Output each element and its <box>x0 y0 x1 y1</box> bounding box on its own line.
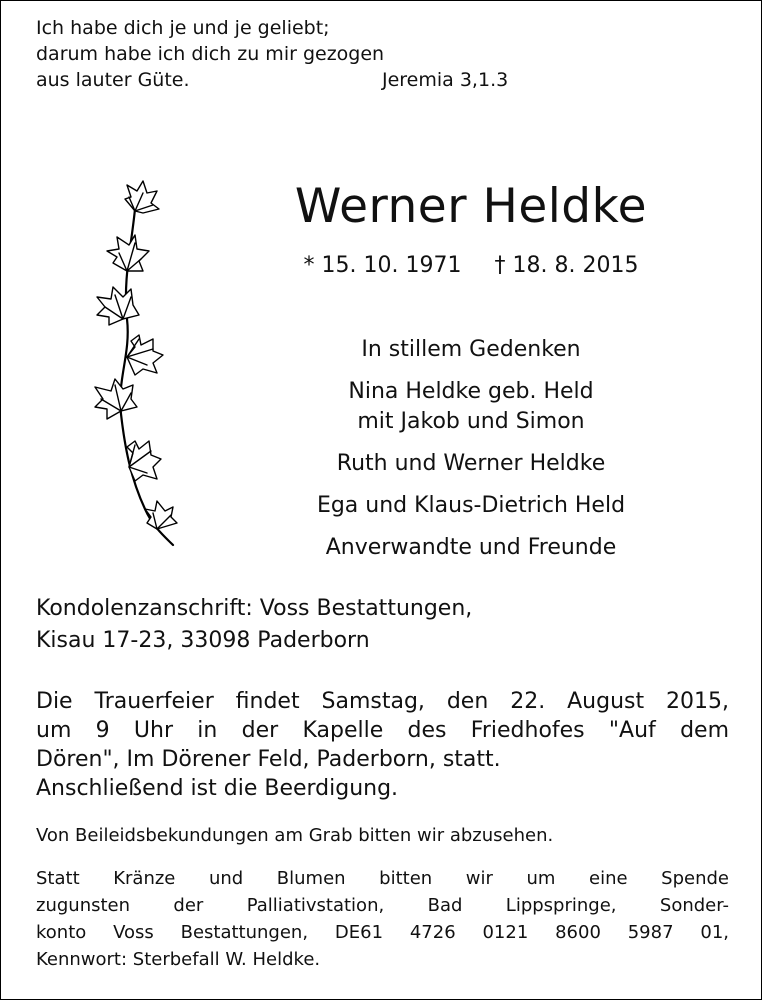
service-line: Die Trauerfeier findet Samstag, den 22. August 2015, <box>36 689 729 714</box>
donation-line: zugunsten der Palliativstation, Bad Lippspringe, Sonder- <box>36 895 729 916</box>
condolence-notice: Von Beileidsbekundungen am Grab bitten wir abzusehen. <box>36 825 554 846</box>
bible-verse <box>36 15 556 93</box>
verse-line: aus lauter Güte. <box>36 69 190 91</box>
mourners-intro: In stillem Gedenken <box>361 337 581 362</box>
donation-line: Kennwort: Sterbefall W. Heldke. <box>36 949 321 970</box>
mourners-block <box>271 335 671 563</box>
mourner-line: Ruth und Werner Heldke <box>336 451 606 476</box>
service-line: Anschließend ist die Beerdigung. <box>36 776 399 801</box>
mourner-line: Ega und Klaus-Dietrich Held <box>316 493 626 518</box>
death-date: † 18. 8. 2015 <box>494 253 639 278</box>
mourner-line: mit Jakob und Simon <box>357 409 585 434</box>
life-dates <box>201 251 741 281</box>
donation-line: konto Voss Bestattungen, DE61 4726 0121 8600 5987 01, <box>36 922 729 943</box>
donation-line: Statt Kränze und Blumen bitten wir um eine Spende <box>36 868 729 889</box>
deceased-name: Werner Heldke <box>294 179 648 234</box>
verse-line: darum habe ich dich zu mir gezogen <box>36 43 385 65</box>
verse-reference: Jeremia 3,1.3 <box>382 69 509 91</box>
donation-request <box>36 865 729 973</box>
mourner-line: Anverwandte und Freunde <box>325 535 617 560</box>
ivy-vine-icon <box>73 179 193 551</box>
verse-line: Ich habe dich je und je geliebt; <box>36 17 330 39</box>
service-line: um 9 Uhr in der Kapelle des Friedhofes "Auf dem <box>36 718 729 743</box>
birth-date: * 15. 10. 1971 <box>303 253 462 278</box>
condolence-address <box>36 593 736 657</box>
condolence-line: Kisau 17-23, 33098 Paderborn <box>36 628 370 653</box>
service-line: Dören", Im Dörener Feld, Paderborn, statt. <box>36 747 501 772</box>
condolence-line: Kondolenzanschrift: Voss Bestattungen, <box>36 596 473 621</box>
funeral-service-info <box>36 687 729 803</box>
mourner-line: Nina Heldke geb. Held <box>348 379 594 404</box>
